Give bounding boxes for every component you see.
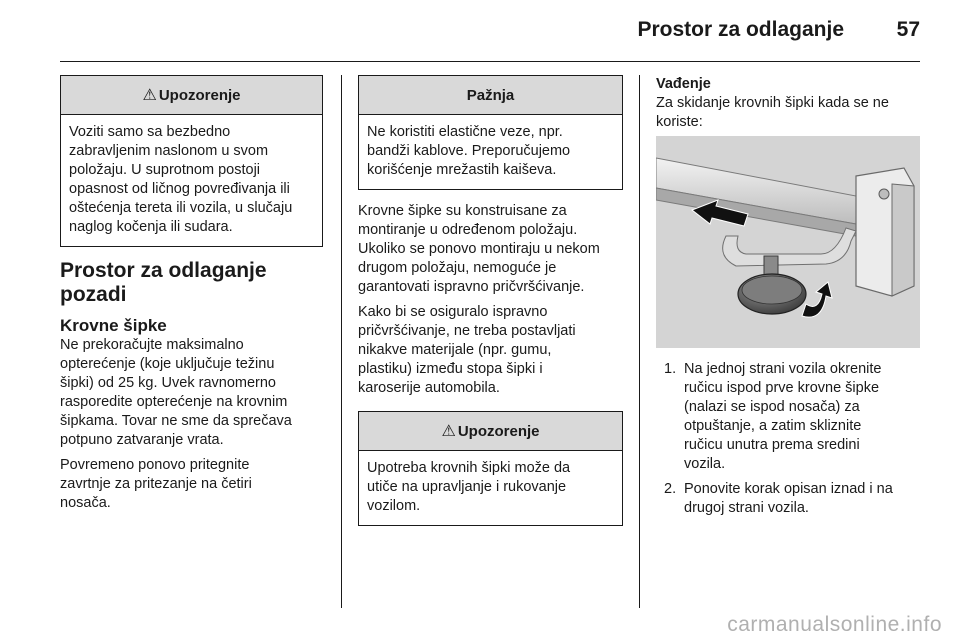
warning-line: oštećenja tereta ili vozila, u slučaju xyxy=(69,200,293,216)
caution-body xyxy=(359,115,622,189)
warning-triangle-icon: ⚠ xyxy=(441,423,456,440)
text-line: koriste: xyxy=(656,114,703,130)
warning-box-header xyxy=(359,412,622,451)
warning-line: utiče na upravljanje i rukovanje xyxy=(367,479,567,495)
text-line: ručicu unutra prema sredini xyxy=(684,437,860,453)
text-line: Povremeno ponovo pritegnite xyxy=(60,457,250,473)
text-line: (nalazi se ispod nosača) za xyxy=(684,399,860,415)
warning-line: naglog kočenja ili sudara. xyxy=(69,219,233,235)
page-number: 57 xyxy=(896,18,920,41)
text-line: Krovne šipke su konstruisane za xyxy=(358,203,567,219)
warning-line: opasnost od ličnog povređivanja ili xyxy=(69,181,290,197)
roof-bar-knob-illustration xyxy=(656,136,920,348)
text-line: otpuštanje, a zatim skliznite xyxy=(684,418,862,434)
caution-box-header xyxy=(359,76,622,115)
text-line: pričvršćivanje, ne treba postavljati xyxy=(358,323,576,339)
warning-line: položaju. U suprotnom postoji xyxy=(69,162,261,178)
column-3 xyxy=(656,75,920,132)
column-divider xyxy=(341,75,342,608)
text-line: karoserije automobila. xyxy=(358,380,500,396)
steps-list xyxy=(664,360,920,524)
text-line: drugoj strani vozila. xyxy=(684,500,809,516)
warning-line: Voziti samo sa bezbedno xyxy=(69,124,231,140)
caution-line: korišćenje mrežastih kaiševa. xyxy=(367,162,557,178)
warning-box xyxy=(358,411,623,526)
text-line: Za skidanje krovnih šipki kada se ne xyxy=(656,95,889,111)
text-line: drugom položaju, nemoguće je xyxy=(358,260,557,276)
list-item xyxy=(664,480,920,518)
column-1 xyxy=(60,75,323,513)
removal-heading: Vađenje xyxy=(656,76,711,92)
caution-line: bandži kablove. Preporučujemo xyxy=(367,143,571,159)
text-line: plastiku) između stopa šipki i xyxy=(358,361,543,377)
text-line: Ukoliko se ponovo montiraju u nekom xyxy=(358,241,600,257)
warning-body xyxy=(359,451,622,525)
paragraph xyxy=(60,456,323,513)
text-line: opterećenje (koje uključuje težinu xyxy=(60,356,275,372)
text-line: vozila. xyxy=(684,456,726,472)
text-line: šipkama. Tovar ne sme da sprečava xyxy=(60,413,292,429)
illustration-svg xyxy=(656,136,920,348)
text-line: montiranje u određenom položaju. xyxy=(358,222,578,238)
text-line: Ne prekoračujte maksimalno xyxy=(60,337,244,353)
intro-paragraph xyxy=(656,94,920,132)
caution-box xyxy=(358,75,623,190)
header-title: Prostor za odlaganje xyxy=(637,18,844,41)
warning-body xyxy=(61,115,322,246)
warning-line: vozilom. xyxy=(367,498,421,514)
text-line: zavrtnje za pritezanje na četiri xyxy=(60,476,252,492)
caution-line: Ne koristiti elastične veze, npr. xyxy=(367,124,563,140)
paragraph xyxy=(60,336,323,450)
warning-line: zabravljenim naslonom u svom xyxy=(69,143,269,159)
list-item-number: 1. xyxy=(664,361,677,377)
caution-title: Pažnja xyxy=(466,86,515,104)
paragraph xyxy=(358,202,623,297)
paragraph xyxy=(358,303,623,398)
list-item-number: 2. xyxy=(664,481,677,497)
text-line: garantovati ispravno pričvršćivanje. xyxy=(358,279,585,295)
section-title xyxy=(60,259,323,307)
text-line: šipki) od 25 kg. Uvek ravnomerno xyxy=(60,375,276,391)
text-line: ručicu ispod prve krovne šipke xyxy=(684,380,880,396)
text-line: Na jednoj strani vozila okrenite xyxy=(684,361,882,377)
list-item xyxy=(664,360,920,474)
warning-triangle-icon: ⚠ xyxy=(142,87,157,104)
text-line: Kako bi se osiguralo ispravno xyxy=(358,304,548,320)
warning-title: Upozorenje xyxy=(457,422,540,440)
warning-box-header xyxy=(61,76,322,115)
column-divider xyxy=(639,75,640,608)
watermark: carmanualsonline.info xyxy=(727,613,942,636)
text-line: nikakve materijale (npr. gumu, xyxy=(358,342,552,358)
section-title-line: Prostor za odlaganje xyxy=(60,259,267,282)
text-line: nosača. xyxy=(60,495,111,511)
text-line: Ponovite korak opisan iznad i na xyxy=(684,481,893,497)
text-line: potpuno zatvaranje vrata. xyxy=(60,432,224,448)
warning-line: Upotreba krovnih šipki može da xyxy=(367,460,571,476)
warning-title: Upozorenje xyxy=(158,86,241,104)
warning-box xyxy=(60,75,323,247)
subsection-title: Krovne šipke xyxy=(60,316,167,335)
column-2 xyxy=(358,75,623,526)
section-title-line: pozadi xyxy=(60,283,127,306)
page-header xyxy=(60,0,920,62)
text-line: rasporedite opterećenje na krovnim xyxy=(60,394,288,410)
